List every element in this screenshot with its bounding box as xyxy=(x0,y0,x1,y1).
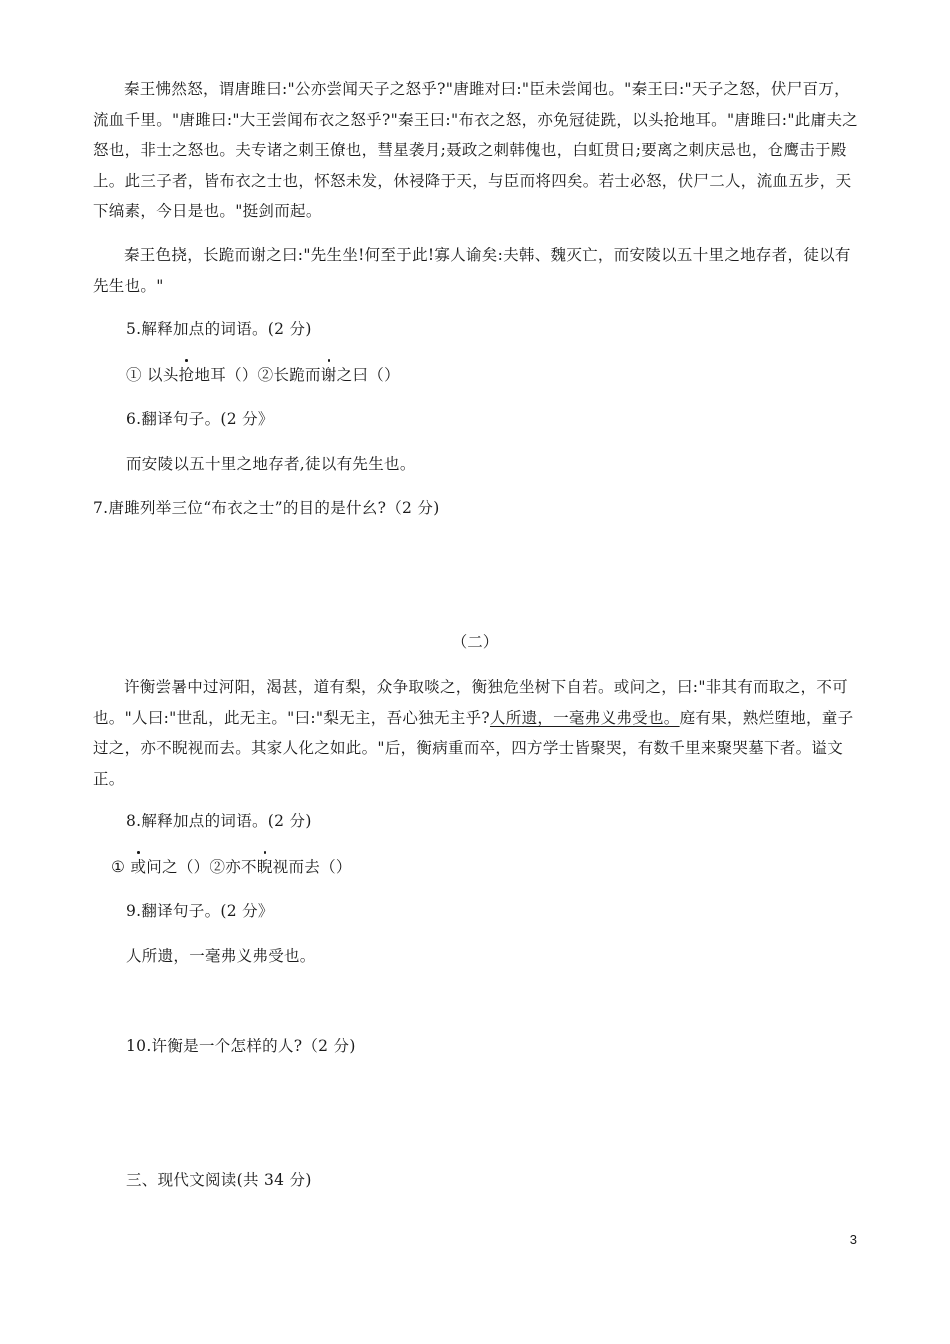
question-9-title: 9.翻译句子。(2 分》 xyxy=(126,902,274,920)
q5-item1-dotted-word: 抢 xyxy=(178,366,195,384)
question-6-sentence: 而安陵以五十里之地存者,徒以有先生也。 xyxy=(126,455,416,473)
q8-item1-suffix: 问之（） xyxy=(146,858,210,876)
question-5-items xyxy=(126,364,400,386)
q8-item1-prefix: ① xyxy=(111,858,131,876)
page-number: 3 xyxy=(849,1232,857,1247)
q5-item2-suffix: 之曰（） xyxy=(336,366,400,384)
passage2-text-start: 许衡尝暑中过河阳，渴甚，道有梨，众争取啖之，衡独危坐树下自若。或问之，曰:"非其有而取之，不可也。"人曰:"世乱，此无主。"曰:"梨无主，吾心独无主乎? xyxy=(93,678,848,727)
q5-item1-suffix: 地耳（） xyxy=(194,366,258,384)
passage1-para2: 秦王色挠，长跪而谢之曰:"先生坐!何至于此!寡人谕矣:夫韩、魏灭亡，而安陵以五十里之地存者，徒以有先生也。" xyxy=(93,246,851,295)
q5-item2-dotted-word: 谢 xyxy=(320,366,337,384)
q8-item1-dotted-word: 或 xyxy=(130,858,147,876)
question-10-title: 10.许衡是一个怎样的人?（2 分) xyxy=(126,1037,356,1055)
q5-item1-prefix: ① 以头 xyxy=(126,366,179,384)
q8-item2-suffix: 视而去（） xyxy=(272,858,352,876)
passage2-para xyxy=(93,672,865,794)
question-7-title: 7.唐雎列举三位“布衣之士”的目的是什幺?（2 分) xyxy=(93,499,440,517)
passage1-para1: 秦王怫然怒，谓唐雎曰:"公亦尝闻天子之怒乎?"唐雎对曰:"臣未尝闻也。"秦王曰:"天子之怒，伏尸百万，流血千里。"唐雎曰:"大王尝闻布衣之怒乎?"秦王曰:"布衣之怒，亦免冠徒跣，以头抢地耳。"唐雎曰:"此庸夫之怒也，非士之怒也。夫专诸之刺王僚也，彗星袭月;聂政之刺韩傀也，白虹贯日;要离之刺庆忌也，仓鹰击于殿上。此三子者，皆布衣之士也，怀怒未发，休祲降于天，与臣而将四矣。若士必怒，伏尸二人，流血五步，天下缟素，今日是也。"挺剑而起。 xyxy=(93,80,858,220)
question-9-sentence: 人所遗，一毫弗义弗受也。 xyxy=(126,947,316,965)
q5-item2-prefix: ②长跪而 xyxy=(257,366,321,384)
passage2-text-end: 庭有果，熟烂堕地，童子过之，亦不睨视而去。其家人化之如此。"后，衡病重而卒，四方学士皆聚哭，有数千里来聚哭墓下者。谥文正。 xyxy=(93,708,854,788)
section-2-heading: （二） xyxy=(451,633,499,651)
question-5-title: 5.解释加点的词语。(2 分) xyxy=(126,320,312,338)
question-6-title: 6.翻译句子。(2 分》 xyxy=(126,410,274,428)
section-3-heading: 三、现代文阅读(共 34 分) xyxy=(126,1171,312,1189)
passage2-underlined-sentence: 人所遗，一毫弗义弗受也。 xyxy=(489,708,680,727)
question-8-title: 8.解释加点的词语。(2 分) xyxy=(126,812,312,830)
q8-item2-prefix: ②亦不 xyxy=(209,858,257,876)
q8-item2-dotted-word: 睨 xyxy=(256,858,273,876)
question-8-items xyxy=(111,856,352,878)
